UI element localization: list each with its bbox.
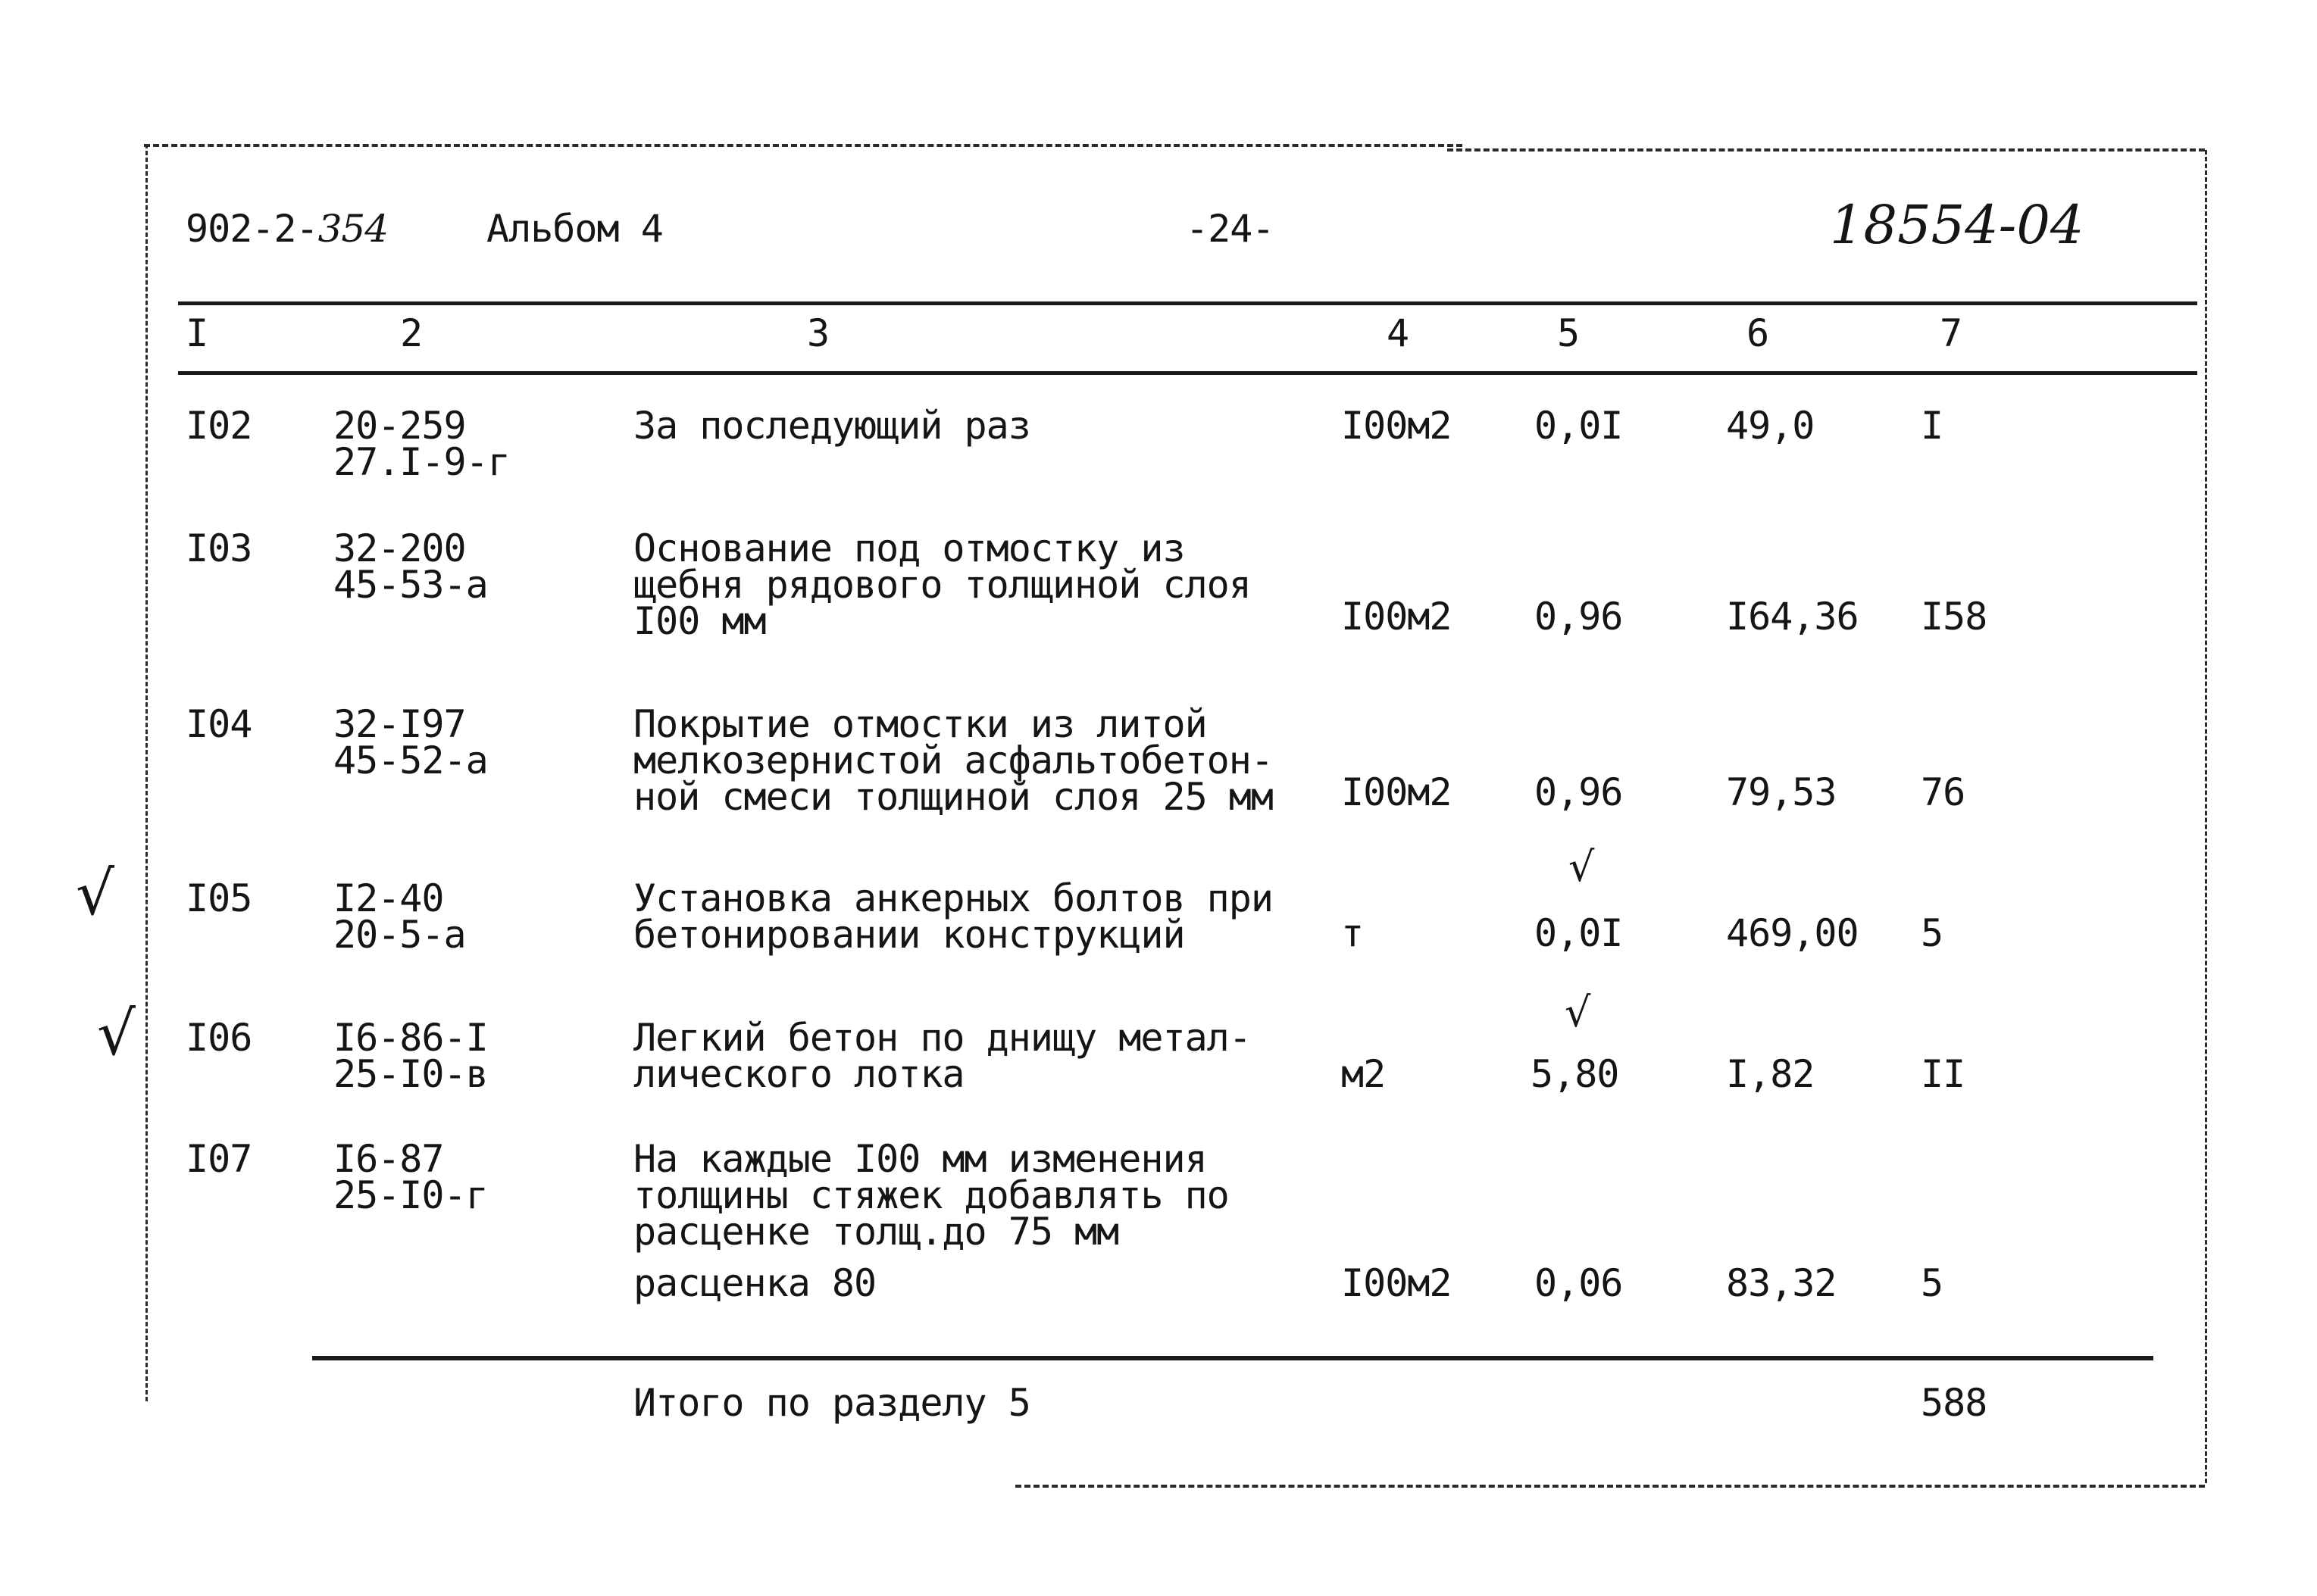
table-row-desc: [633, 526, 1251, 643]
table-row-num: I04: [186, 702, 252, 746]
col-header-7: 7: [1940, 311, 1962, 355]
ref-line: 45-52-а: [333, 739, 488, 782]
frame-top-border: [144, 144, 1462, 147]
desc-line: мелкозернистой асфальтобетон-: [633, 739, 1273, 782]
table-row-desc: [633, 876, 1273, 957]
project-code-printed: 902-2-: [186, 207, 318, 251]
desc-line: бетонировании конструкций: [633, 913, 1185, 957]
table-row-total: 76: [1921, 770, 1965, 814]
table-row-num: I02: [186, 404, 252, 448]
margin-check-mark: √: [97, 998, 136, 1069]
table-row-unit: м2: [1341, 1052, 1386, 1096]
table-row-qty: 0,06: [1534, 1261, 1623, 1305]
desc-line: Покрытие отмостки из литой: [633, 702, 1207, 746]
table-row-unit: I00м2: [1341, 1261, 1452, 1305]
ref-line: 20-259: [333, 404, 466, 448]
frame-bottom-border: [1015, 1485, 2205, 1488]
section-total-value: 588: [1921, 1381, 1987, 1425]
page-number: -24-: [1186, 207, 1274, 251]
table-row-qty: 0,96: [1534, 595, 1623, 639]
frame-right-border: [2205, 150, 2207, 1483]
qty-check-mark: √: [1568, 843, 1595, 891]
table-row-ref: [333, 876, 466, 957]
table-row-price: 469,00: [1726, 911, 1859, 955]
desc-line: расценке толщ.до 75 мм: [633, 1210, 1119, 1254]
table-row-ref: [333, 526, 488, 607]
ref-line: I6-87: [333, 1137, 444, 1181]
table-row-total: II: [1921, 1052, 1965, 1096]
col-header-5: 5: [1557, 311, 1580, 355]
ref-line: 32-200: [333, 526, 466, 570]
inventory-number: 18554-04: [1830, 194, 2084, 256]
table-row-qty: 0,96: [1534, 770, 1623, 814]
album-label: Альбом 4: [486, 207, 663, 251]
table-row-ref: [333, 1016, 488, 1096]
ref-line: 27.I-9-г: [333, 440, 510, 484]
frame-left-border: [145, 144, 148, 1401]
col-header-4: 4: [1387, 311, 1409, 355]
table-row-total: I: [1921, 404, 1943, 448]
project-code-handwritten: 354: [317, 207, 389, 251]
desc-line: За последующий раз: [633, 404, 1030, 448]
table-row-total: 5: [1921, 1261, 1943, 1305]
table-row-desc: [633, 1016, 1251, 1096]
desc-line: Основание под отмостку из: [633, 526, 1185, 570]
ref-line: 25-I0-в: [333, 1052, 488, 1096]
desc-line: ной смеси толщиной слоя 25 мм: [633, 775, 1273, 819]
ref-line: I2-40: [333, 876, 444, 920]
table-row-desc: [633, 1137, 1229, 1254]
col-header-2: 2: [400, 311, 423, 355]
table-row-num: I05: [186, 876, 252, 920]
table-row-desc: [633, 702, 1273, 819]
table-row-unit: I00м2: [1341, 770, 1452, 814]
project-code: [186, 207, 389, 251]
table-row-qty: 0,0I: [1534, 911, 1623, 955]
col-header-3: 3: [807, 311, 830, 355]
desc-line: На каждые I00 мм изменения: [633, 1137, 1207, 1181]
table-row-price: I,82: [1726, 1052, 1815, 1096]
table-row-price: 49,0: [1726, 404, 1815, 448]
table-row-unit: I00м2: [1341, 404, 1452, 448]
table-row-qty: 5,80: [1531, 1052, 1619, 1096]
col-header-6: 6: [1746, 311, 1769, 355]
ref-line: 45-53-а: [333, 563, 488, 607]
table-row-total: 5: [1921, 911, 1943, 955]
totals-rule: [312, 1356, 2153, 1360]
table-row-qty: 0,0I: [1534, 404, 1623, 448]
desc-line: толщины стяжек добавлять по: [633, 1173, 1229, 1217]
table-row-ref: [333, 404, 510, 484]
table-row-num: I06: [186, 1016, 252, 1060]
desc-line: Легкий бетон по днищу метал-: [633, 1016, 1251, 1060]
desc-line: лического лотка: [633, 1052, 965, 1096]
table-row-total: I58: [1921, 595, 1987, 639]
table-row-num: I07: [186, 1137, 252, 1181]
table-row-num: I03: [186, 526, 252, 570]
table-row-unit: I00м2: [1341, 595, 1452, 639]
frame-top-border-right: [1447, 148, 2205, 151]
desc-line: Установка анкерных болтов при: [633, 876, 1273, 920]
section-total-label: Итого по разделу 5: [633, 1381, 1030, 1425]
header-bottom-rule: [178, 371, 2197, 375]
ref-line: 32-I97: [333, 702, 466, 746]
table-row-unit: т: [1341, 911, 1364, 955]
ref-line: 25-I0-г: [333, 1173, 488, 1217]
table-row-ref: [333, 702, 488, 782]
table-row-price: 83,32: [1726, 1261, 1837, 1305]
table-row-ref: [333, 1137, 488, 1217]
qty-check-mark: √: [1565, 989, 1591, 1036]
table-row-price: 79,53: [1726, 770, 1837, 814]
margin-check-mark: √: [76, 858, 114, 929]
desc-line: щебня рядового толщиной слоя: [633, 563, 1251, 607]
table-row-price: I64,36: [1726, 595, 1859, 639]
ref-line: I6-86-I: [333, 1016, 488, 1060]
table-row-desc: [633, 404, 1030, 448]
ref-line: 20-5-а: [333, 913, 466, 957]
desc-line: I00 мм: [633, 599, 766, 643]
header-top-rule: [178, 301, 2197, 305]
table-row-desc-extra: расценка 80: [633, 1261, 877, 1305]
col-header-1: I: [186, 311, 208, 355]
